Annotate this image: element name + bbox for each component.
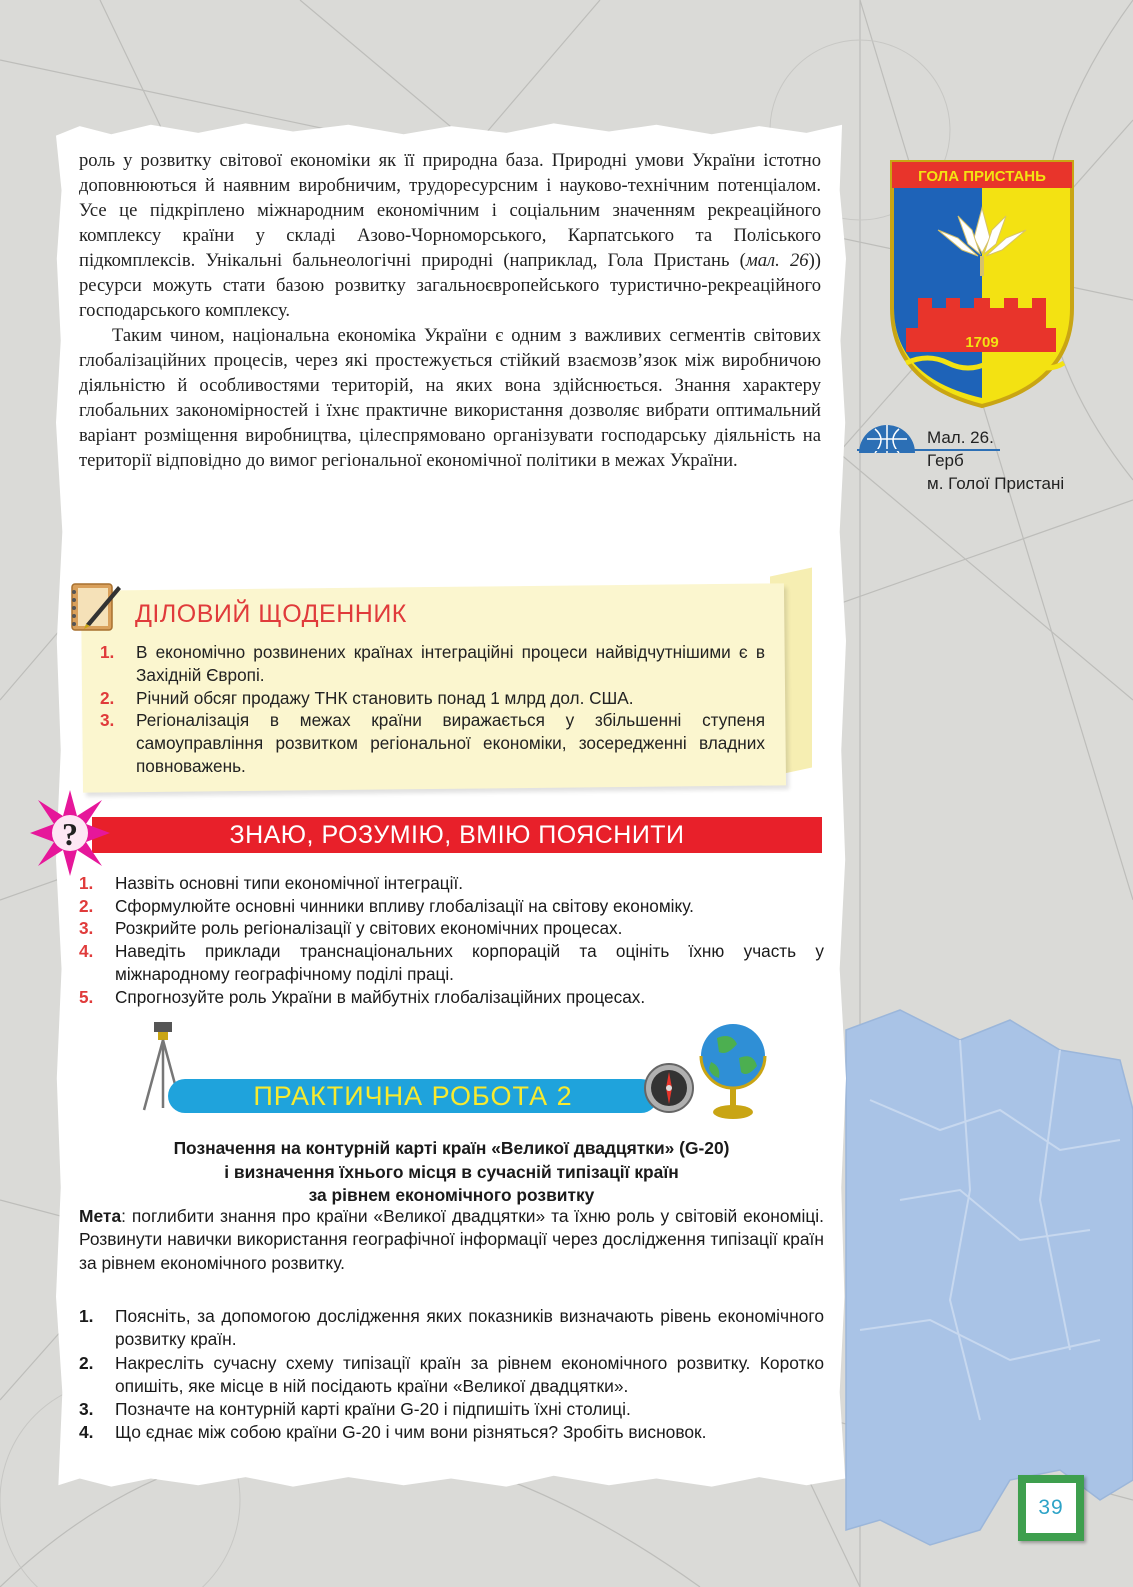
caption-title: Герб: [927, 451, 964, 470]
list-item: 5. Спрогнозуйте роль України в майбутніх глобалізаційних процесах.: [79, 986, 646, 1007]
intro-text: [79, 148, 821, 473]
practical-work-heading: Позначення на контурній карті країн «Великої двадцятки» (G-20) і визначення їхнього місця в сучасній типізації країн за рівнем економічного розвитку: [173, 1138, 730, 1205]
list-item: 2. Сформулюйте основні чинники впливу глобалізації на світову економіку.: [79, 895, 694, 916]
list-item: 4. Що єднає між собою країни G-20 і чим вони різняться? Зробіть висновок.: [79, 1422, 707, 1443]
practical-work-goal: Мета: поглибити знання про країни «Великої двадцятки» та їхню роль у світовій економіці. Розвинути навички використання географічної інформації через дослідження типізації країн за рівнем економічного розвитку.: [79, 1206, 824, 1273]
list-item: 1. В економічно розвинених країнах інтеграційні процеси найвідчутнішими є в Західній Європі.: [100, 642, 765, 685]
list-item: 4. Наведіть приклади транснаціональних корпорацій та оцініть їхню участь у міжнародному географічному поділі праці.: [79, 941, 824, 984]
list-item: 1. Назвіть основні типи економічної інтеграції.: [79, 873, 464, 893]
intro-paragraph-2: Таким чином, національна економіка України є одним з важливих сегментів світових глобалізаційних процесів, через які простежується стійкий взаємозв’язок між виробничою діяльністю й особливостями територій, на яких вона здійснюється. Знання характеру глобальних закономірностей і їхнє практичне використання дозволяє вибрати оптимальний варіант розміщення виробництва, цілеспрямовано організувати господарську діяльність на території відповідно до вимог регіональної економічної політики в межах України.: [79, 325, 821, 471]
caption-subtitle: м. Голої Пристані: [927, 474, 1065, 493]
figure-caption: [927, 426, 1064, 495]
diary-list: [100, 641, 765, 778]
page-number: 39: [1026, 1483, 1076, 1533]
caption-number: Мал. 26.: [927, 428, 994, 447]
figure-reference: мал. 26: [745, 250, 809, 271]
list-item: 2. Накресліть сучасну схему типізації країн за рівнем економічного розвитку. Коротко опишіть, яке місце в ній посідають країни «Великої двадцятки».: [79, 1352, 824, 1396]
notebook-pen-icon: [66, 578, 121, 634]
list-item: 3. Розкрийте роль регіоналізації у світових економічних процесах.: [79, 918, 623, 939]
practical-work-title: ПРАКТИЧНА РОБОТА 2: [253, 1081, 573, 1111]
tasks-list: [79, 1305, 824, 1445]
compass-icon: [643, 1062, 695, 1114]
list-item: 3. Позначте на контурній карті країни G-20 і підпишіть їхні столиці.: [79, 1399, 631, 1420]
know-section-title: ЗНАЮ, РОЗУМІЮ, ВМІЮ ПОЯСНИТИ: [229, 821, 685, 849]
diary-title: ДІЛОВИЙ ЩОДЕННИК: [135, 600, 407, 628]
list-item: 1. Поясніть, за допомогою дослідження яких показників визначають рівень економічного розвитку країн.: [79, 1306, 824, 1350]
questions-list: [79, 872, 824, 1008]
coat-banner-text: ГОЛА ПРИСТАНЬ: [918, 168, 1046, 185]
coat-year-text: 1709: [965, 334, 999, 351]
list-item: 2. Річний обсяг продажу ТНК становить понад 1 млрд дол. США.: [100, 687, 634, 708]
svg-text:?: ?: [62, 816, 78, 852]
goal-label: Мета: [79, 1206, 122, 1226]
globe-icon: [697, 1018, 769, 1122]
intro-paragraph-1: роль у розвитку світової економіки як її природна база. Природні умови України істотно доповнюються й наявним виробничим, трудоресурсним і науково-технічним потенціалом. Усе це підкріплено міжнародним економічним і соціальним значенням рекреаційного комплексу країни у складі Азово-Чорноморського, Карпатського та Поліського підкомплексів. Унікальні бальнеологічні природні (наприклад, Гола Пристань (мал. 26)) ресурси можуть стати базою розвитку загальноєвропейського туристично-рекреаційного господарського комплексу.: [79, 150, 821, 321]
coat-of-arms-image: [888, 158, 1076, 410]
list-item: 3. Регіоналізація в межах країни виражається у збільшенні ступеня самоуправління розвитком регіональної економіки, зосередженні владних повноважень.: [100, 710, 765, 776]
